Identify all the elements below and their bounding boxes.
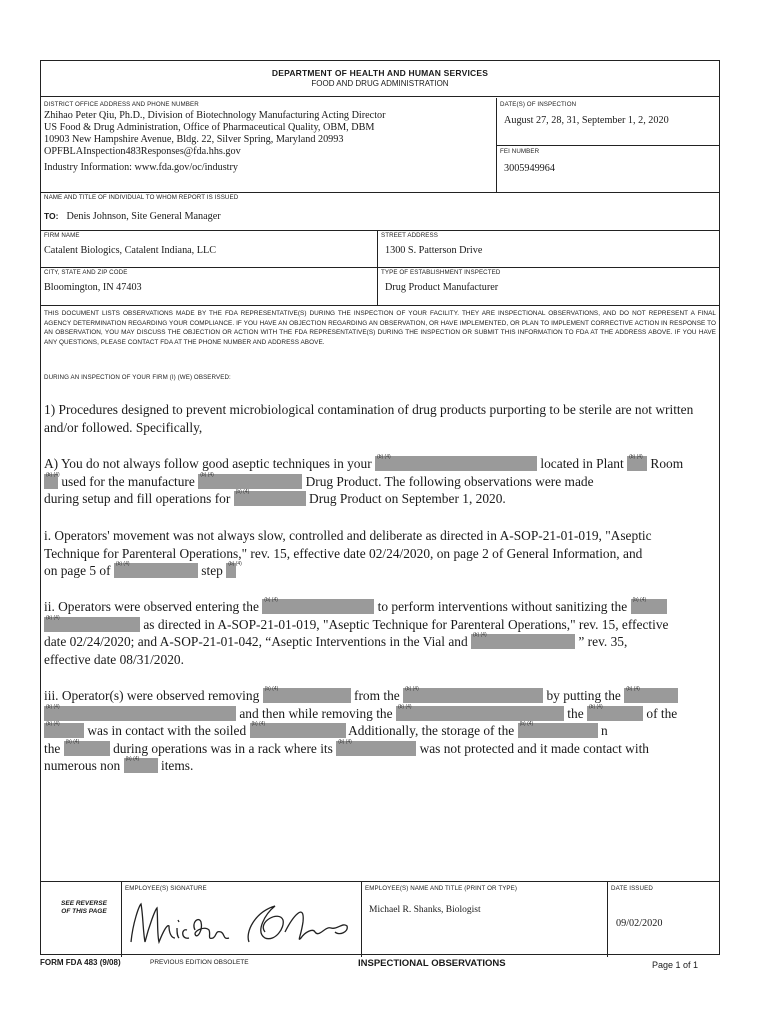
redaction-block: (b) (4) xyxy=(226,563,236,578)
obs-ii-text-1: ii. Operators were observed entering the xyxy=(44,599,259,614)
redaction-block: (b) (4) xyxy=(262,599,374,614)
redaction-block: (b) (4) xyxy=(624,688,678,703)
obs-iii-text-9: n xyxy=(600,723,608,738)
date-issued-label: DATE ISSUED xyxy=(611,885,653,892)
fei-number: 3005949964 xyxy=(504,163,555,174)
redaction-block: (b) (4) xyxy=(587,706,643,721)
obs-iii-text-4: and then while removing the xyxy=(239,705,393,721)
page-number: Page 1 of 1 xyxy=(651,960,698,970)
recipient-label: NAME AND TITLE OF INDIVIDUAL TO WHOM REPORT IS ISSUED xyxy=(44,194,239,201)
district-office-label: DISTRICT OFFICE ADDRESS AND PHONE NUMBER xyxy=(44,101,199,108)
street-label: STREET ADDRESS xyxy=(381,232,438,239)
redaction-block: (b) (4) xyxy=(263,688,351,703)
obs-a-text-7: Drug Product on September 1, 2020. xyxy=(309,491,506,506)
redaction-block: (b) (4) xyxy=(64,741,110,756)
redaction-block: (b) (4) xyxy=(631,599,667,614)
redaction-block: (b) (4) xyxy=(396,706,564,721)
fei-block xyxy=(500,148,718,175)
establishment-type-label: TYPE OF ESTABLISHMENT INSPECTED xyxy=(381,269,501,276)
obs-i-text-1: i. Operators' movement was not always slow, controlled and deliberate as directed in A-SOP-21-01-019, "Aseptic xyxy=(44,528,652,543)
redaction-block: (b) (4) xyxy=(44,474,58,489)
see-reverse-note: SEE REVERSE OF THIS PAGE xyxy=(61,900,107,915)
district-line-2: US Food & Drug Administration, Office of Pharmaceutical Quality, OBM, DBM xyxy=(44,122,375,133)
observation-ii xyxy=(44,598,711,668)
observed-label: DURING AN INSPECTION OF YOUR FIRM (I) (WE) OBSERVED: xyxy=(44,374,231,381)
inspection-dates-label: DATE(S) OF INSPECTION xyxy=(500,101,577,108)
obs-a-text-2: located in Plant xyxy=(540,456,624,471)
establishment-type: Drug Product Manufacturer xyxy=(385,282,499,293)
disclaimer-text: THIS DOCUMENT LISTS OBSERVATIONS MADE BY THE FDA REPRESENTATIVE(S) DURING THE INSPECTION OF YOUR FACILITY. THEY ARE INSPECTIONAL OBSERVATIONS, AND DO NOT REPRESENT A FINAL AGENCY DETERMINATION REGARDING YOUR COMPLIANCE. IF YOU HAVE AN OBJECTION REGARDING AN OBSERVATION, OR HAVE IMPLEMENTED, OR PLAN TO IMPLEMENT CORRECTIVE ACTION IN RESPONSE TO AN OBSERVATION, YOU MAY DISCUSS THE OBJECTION OR ACTION WITH THE FDA REPRESENTATIVE(S) DURING THE INSPECTION OR SUBMIT THIS INFORMATION TO FDA AT THE ADDRESS ABOVE. IF YOU HAVE ANY QUESTIONS, PLEASE CONTACT FDA AT THE PHONE NUMBER AND ADDRESS ABOVE. xyxy=(44,310,716,346)
obs-a-text-3: Room xyxy=(650,456,684,471)
to-label: TO: xyxy=(44,211,59,221)
form-number: FORM FDA 483 (9/08) xyxy=(40,958,121,967)
obs-ii-text-4: date 02/24/2020; and A-SOP-21-01-042, “Aseptic Interventions in the Vial and xyxy=(44,634,468,649)
district-line-1: Zhihao Peter Qiu, Ph.D., Division of Biotechnology Manufacturing Acting Director xyxy=(44,110,386,121)
observation-iii xyxy=(44,687,711,775)
obs-iii-text-2: from the xyxy=(354,688,400,703)
district-line-5: Industry Information: www.fda.gov/oc/industry xyxy=(44,162,238,173)
city-state-zip: Bloomington, IN 47403 xyxy=(44,282,142,293)
redaction-block: (b) (4) xyxy=(124,758,158,773)
obs-iii-text-5: the xyxy=(567,705,584,721)
obs-ii-text-6: effective date 08/31/2020. xyxy=(44,651,184,667)
obs-iii-text-1: iii. Operator(s) were observed removing xyxy=(44,688,260,703)
date-issued: 09/02/2020 xyxy=(616,918,663,929)
firm-name: Catalent Biologics, Catalent Indiana, LLC xyxy=(44,245,217,256)
redaction-block: (b) (4) xyxy=(44,706,236,721)
fei-label: FEI NUMBER xyxy=(500,148,540,155)
redaction-block: (b) (4) xyxy=(250,723,346,738)
city-block xyxy=(44,269,374,294)
redaction-block: (b) (4) xyxy=(44,617,140,632)
employee-name-label: EMPLOYEE(S) NAME AND TITLE (PRINT OR TYPE) xyxy=(365,885,518,892)
district-line-3: 10903 New Hampshire Avenue, Bldg. 22, Silver Spring, Maryland 20993 xyxy=(44,134,344,145)
obs-iii-text-13: numerous non xyxy=(44,758,121,773)
signature-label: EMPLOYEE(S) SIGNATURE xyxy=(125,885,207,892)
redaction-block: (b) (4) xyxy=(627,456,647,471)
obs-iii-text-3: by putting the xyxy=(546,688,621,703)
obs-i-text-3: on page 5 of xyxy=(44,563,111,578)
form-header xyxy=(41,61,719,97)
inspection-dates: August 27, 28, 31, September 1, 2, 2020 xyxy=(504,115,669,126)
form-title: INSPECTIONAL OBSERVATIONS xyxy=(358,958,506,969)
redaction-block: (b) (4) xyxy=(44,723,84,738)
form-483-page xyxy=(40,60,720,955)
employee-name: Michael R. Shanks, Biologist xyxy=(369,905,481,915)
department-title: DEPARTMENT OF HEALTH AND HUMAN SERVICES xyxy=(271,68,489,78)
agency-title: FOOD AND DRUG ADMINISTRATION xyxy=(311,79,449,88)
redaction-block: (b) (4) xyxy=(198,474,302,489)
redaction-block: (b) (4) xyxy=(471,634,575,649)
redaction-block: (b) (4) xyxy=(114,563,198,578)
employee-signature xyxy=(125,892,355,954)
street-address: 1300 S. Patterson Drive xyxy=(385,245,483,256)
obs-iii-text-7: was in contact with the soiled xyxy=(87,723,247,738)
obs-a-text-5: Drug Product. The following observations were made xyxy=(305,473,594,489)
firm-name-block xyxy=(44,232,374,257)
recipient-block xyxy=(44,194,714,224)
obs-iii-text-12: was not protected and it made contact with xyxy=(419,740,649,756)
redaction-block: (b) (4) xyxy=(234,491,306,506)
previous-edition-note: PREVIOUS EDITION OBSOLETE xyxy=(150,959,249,966)
obs-ii-text-5: ” rev. 35, xyxy=(578,634,628,649)
recipient-name: Denis Johnson, Site General Manager xyxy=(66,211,221,222)
obs-i-text-2: Technique for Parenteral Operations," rev. 15, effective date 02/24/2020, on page 2 of General Information, and xyxy=(44,545,643,561)
obs-iii-text-11: during operations was in a rack where its xyxy=(113,740,333,756)
obs-a-text-1: A) You do not always follow good aseptic techniques in your xyxy=(44,456,372,471)
redaction-block: (b) (4) xyxy=(403,688,543,703)
obs-iii-text-6: of the xyxy=(646,705,678,721)
redaction-block: (b) (4) xyxy=(336,741,416,756)
establishment-type-block xyxy=(381,269,717,294)
obs-ii-text-2: to perform interventions without sanitizing the xyxy=(377,599,628,614)
redaction-block: (b) (4) xyxy=(375,456,537,471)
observation-a xyxy=(44,455,711,508)
redaction-block: (b) (4) xyxy=(518,723,598,738)
street-block xyxy=(381,232,717,257)
city-label: CITY, STATE AND ZIP CODE xyxy=(44,269,128,276)
obs-iii-text-14: items. xyxy=(160,758,194,773)
obs-a-text-6: during setup and fill operations for xyxy=(44,491,231,506)
signature-footer xyxy=(41,881,719,956)
observation-1-text: 1) Procedures designed to prevent microbiological contamination of drug products purporting to be sterile are not written and/or followed. Specifically, xyxy=(44,402,694,435)
obs-iii-text-10: the xyxy=(44,740,61,756)
district-line-4: OPFBLAInspection483Responses@fda.hhs.gov xyxy=(44,146,241,157)
obs-iii-text-8: Additionally, the storage of the xyxy=(348,723,515,738)
firm-name-label: FIRM NAME xyxy=(44,232,80,239)
obs-i-text-4: step xyxy=(201,563,223,578)
inspection-dates-block xyxy=(500,101,718,127)
obs-ii-text-3: as directed in A-SOP-21-01-019, "Aseptic Technique for Parenteral Operations," rev. 15, effective xyxy=(143,616,669,632)
observation-1 xyxy=(44,401,711,436)
observation-i xyxy=(44,527,711,580)
obs-a-text-4: used for the manufacture xyxy=(61,473,195,489)
district-office-block xyxy=(44,101,492,174)
